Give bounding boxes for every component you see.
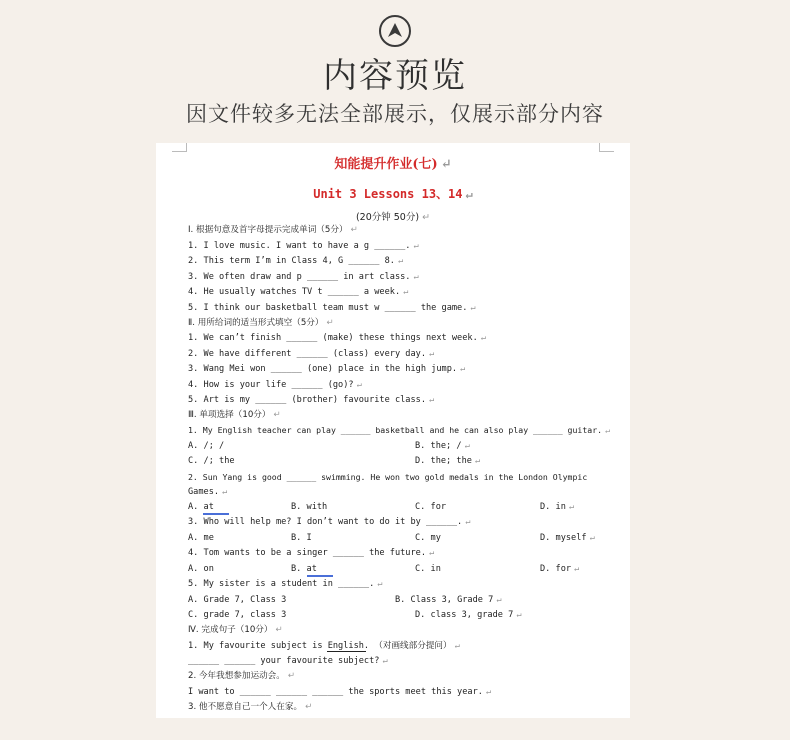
underline-mark <box>307 575 333 577</box>
option-d: D. myself ↵ <box>540 533 595 543</box>
crop-mark <box>172 143 187 152</box>
option-d: D. for ↵ <box>540 564 580 574</box>
option-d: D. the; the ↵ <box>415 456 481 466</box>
option-a: A. Grade 7, Class 3 <box>188 595 287 605</box>
question-line: 2. We have different ______ (class) every day. ↵ <box>188 349 435 359</box>
question-line: 2. 今年我想参加运动会。 ↵ <box>188 671 296 681</box>
option-a: A. me <box>188 533 214 543</box>
option-b: B. Class 3, Grade 7 ↵ <box>395 595 502 605</box>
section-heading: Ⅰ. 根据句意及首字母提示完成单词（5分） ↵ <box>188 225 358 235</box>
underline-mark <box>203 513 229 515</box>
question-line: I want to ______ ______ ______ the sports meet this year. ↵ <box>188 687 492 697</box>
answer-underline <box>327 651 366 652</box>
question-line: 4. Tom wants to be a singer ______ the future. ↵ <box>188 548 435 558</box>
question-line: 5. Art is my ______ (brother) favourite class. ↵ <box>188 395 435 405</box>
option-c: C. in <box>415 564 441 574</box>
question-line: 1. I love music. I want to have a g ______. ↵ <box>188 241 419 251</box>
option-d: D. in ↵ <box>540 502 575 512</box>
question-line: 5. I think our basketball team must w ______ the game. ↵ <box>188 303 476 313</box>
question-line: 2. Sun Yang is good ______ swimming. He won two gold medals in the London Olympic <box>188 472 588 482</box>
question-line: 3. Wang Mei won ______ (one) place in the high jump. ↵ <box>188 364 466 374</box>
arrow-up-logo-icon <box>379 15 411 47</box>
document-page <box>156 143 630 718</box>
section-heading: Ⅲ. 单项选择（10分） ↵ <box>188 410 281 420</box>
question-line: 3. Who will help me? I don’t want to do it by ______. ↵ <box>188 517 471 527</box>
crop-mark <box>599 143 614 152</box>
option-b: B. the; / ↵ <box>415 441 470 451</box>
preview-subtitle: 因文件较多无法全部展示，仅展示部分内容 <box>186 102 604 126</box>
question-line: 1. My English teacher can play ______ basketball and he can also play ______ guitar. ↵ <box>188 425 610 435</box>
doc-time-score: (20分钟 50分) ↵ <box>355 212 431 223</box>
option-a: A. on <box>188 564 214 574</box>
option-a: A. /; / <box>188 441 225 451</box>
option-c: C. for <box>415 502 447 512</box>
section-heading: Ⅱ. 用所给词的适当形式填空（5分） ↵ <box>188 318 334 328</box>
doc-title: 知能提升作业(七) ↵ <box>334 157 452 172</box>
option-c: C. my <box>415 533 441 543</box>
question-line: 4. How is your life ______ (go)? ↵ <box>188 380 362 390</box>
question-line: 1. We can’t finish ______ (make) these things next week. ↵ <box>188 333 486 343</box>
option-b: B. at <box>291 564 317 574</box>
option-c: C. grade 7, class 3 <box>188 610 287 620</box>
preview-title: 内容预览 <box>323 56 467 96</box>
question-line: 1. My favourite subject is English. （对画线部分提问） ↵ <box>188 641 460 651</box>
option-a: A. at <box>188 502 214 512</box>
question-line: 3. 他不愿意自己一个人在家。 ↵ <box>188 702 313 712</box>
question-line: 2. This term I’m in Class 4, G ______ 8. ↵ <box>188 256 404 266</box>
doc-unit-heading: Unit 3 Lessons 13、14 ↵ <box>313 187 473 201</box>
preview-header <box>0 0 790 140</box>
option-c: C. /; the <box>188 456 235 466</box>
option-b: B. I <box>291 533 312 543</box>
question-line: ______ ______ your favourite subject? ↵ <box>188 656 388 666</box>
question-line: Games. ↵ <box>188 487 228 497</box>
question-line: 5. My sister is a student in ______. ↵ <box>188 579 383 589</box>
section-heading: Ⅳ. 完成句子（10分） ↵ <box>188 625 283 635</box>
question-line: 4. He usually watches TV t ______ a week. ↵ <box>188 287 409 297</box>
option-b: B. with <box>291 502 328 512</box>
question-line: 3. We often draw and p ______ in art class. ↵ <box>188 272 419 282</box>
option-d: D. class 3, grade 7 ↵ <box>415 610 522 620</box>
